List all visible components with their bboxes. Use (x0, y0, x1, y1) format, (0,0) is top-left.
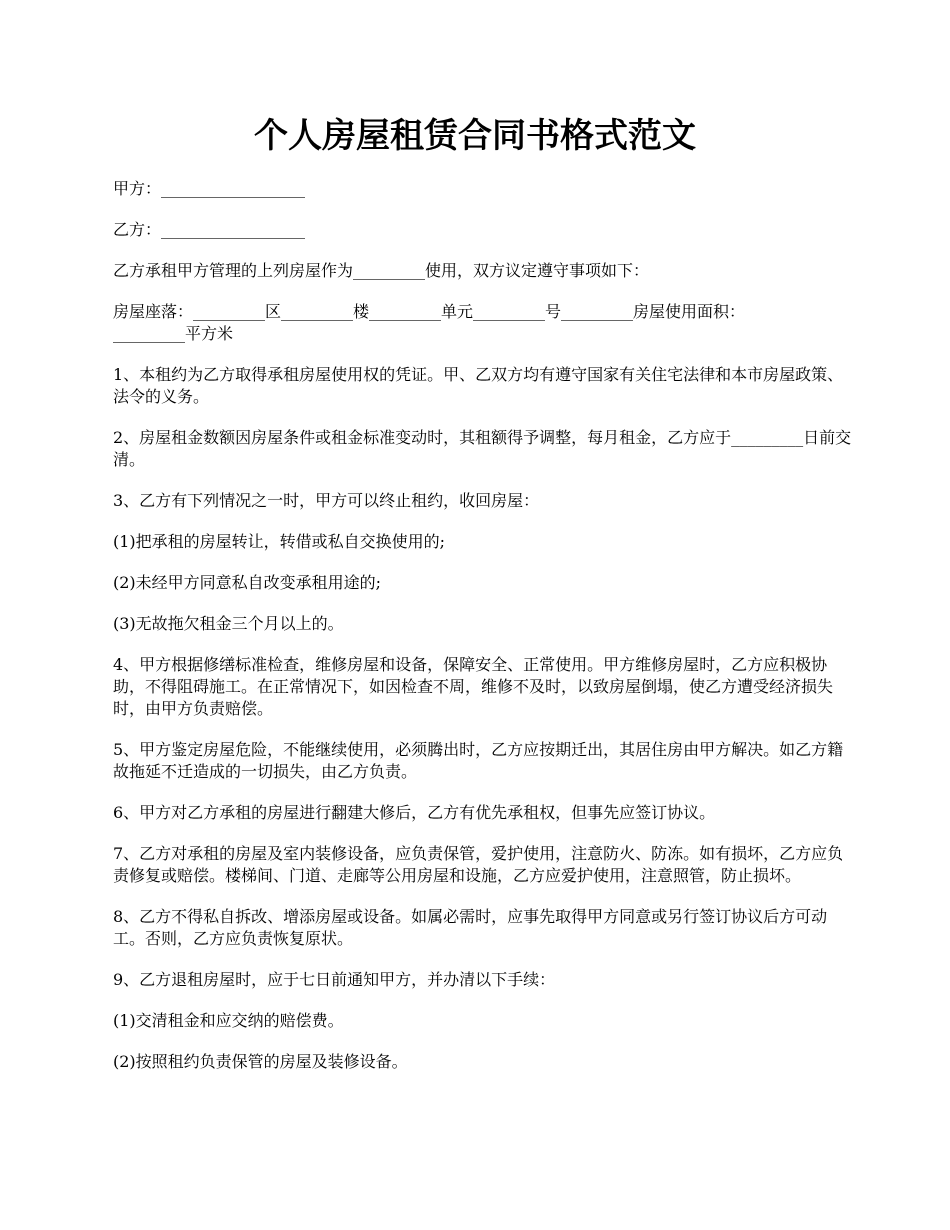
clause-9-item-2: (2)按照租约负责保管的房屋及装修设备。 (113, 1052, 408, 1071)
party-b-label: 乙方： (113, 220, 162, 239)
party-a-line (113, 178, 853, 200)
intro-text-2: 使用，双方议定遵守事项如下： (425, 261, 650, 280)
clause-9-item-1: (1)交清租金和应交纳的赔偿费。 (113, 1011, 344, 1030)
clause-1: 1、本租约为乙方取得承租房屋使用权的凭证。甲、乙双方均有遵守国家有关住宅法律和本市房屋政策、法令的义务。 (113, 365, 844, 406)
party-b-line (113, 219, 853, 241)
document-body (113, 178, 853, 1092)
intro-paragraph (113, 260, 853, 282)
location-line-1: 房屋座落：_________区_________楼_________单元_________号_________房屋使用面积： (113, 302, 746, 321)
location-paragraph (113, 301, 853, 345)
clause-6: 6、甲方对乙方承租的房屋进行翻建大修后，乙方有优先承租权，但事先应签订协议。 (113, 803, 716, 822)
party-a-blank: __________________ (161, 179, 306, 198)
clause-3-item-3: (3)无故拖欠租金三个月以上的。 (113, 614, 344, 633)
clause-5: 5、甲方鉴定房屋危险，不能继续使用，必须腾出时，乙方应按期迁出，其居住房由甲方解决。如乙方籍故拖延不迁造成的一切损失，由乙方负责。 (113, 740, 844, 781)
clause-3-item-2: (2)未经甲方同意私自改变承租用途的; (113, 573, 382, 592)
party-a-label: 甲方： (113, 179, 162, 198)
document-title: 个人房屋租赁合同书格式范文 (254, 116, 696, 156)
clause-2: 2、房屋租金数额因房屋条件或租金标准变动时，其租额得予调整，每月租金，乙方应于_________日前交清。 (113, 428, 852, 469)
intro-text-1: 乙方承租甲方管理的上列房屋作为 (113, 261, 354, 280)
clause-3-item-1: (1)把承租的房屋转让，转借或私自交换使用的; (113, 532, 446, 551)
clause-4: 4、甲方根据修缮标准检查，维修房屋和设备，保障安全、正常使用。甲方维修房屋时，乙方应积极协助，不得阻碍施工。在正常情况下，如因检查不周，维修不及时，以致房屋倒塌，使乙方遭受经济损失时，由甲方负责赔偿。 (113, 655, 834, 718)
clause-3: 3、乙方有下列情况之一时，甲方可以终止租约，收回房屋： (113, 491, 540, 510)
party-b-blank: __________________ (161, 220, 306, 239)
clause-8: 8、乙方不得私自拆改、增添房屋或设备。如属必需时，应事先取得甲方同意或另行签订协议后方可动工。否则，乙方应负责恢复原状。 (113, 907, 828, 948)
intro-blank: _________ (353, 261, 426, 280)
clause-7: 7、乙方对承租的房屋及室内装修设备，应负责保管，爱护使用，注意防火、防冻。如有损坏，乙方应负责修复或赔偿。楼梯间、门道、走廊等公用房屋和设施，乙方应爱护使用，注意照管，防止损坏。 (113, 844, 844, 885)
location-line-2: _________平方米 (113, 324, 234, 343)
clause-9: 9、乙方退租房屋时，应于七日前通知甲方，并办清以下手续： (113, 970, 556, 989)
